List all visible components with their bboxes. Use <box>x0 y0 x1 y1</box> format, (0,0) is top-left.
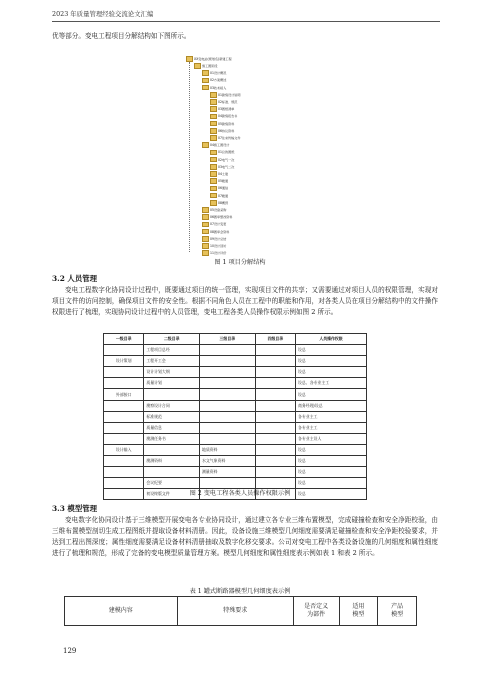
folder-icon <box>210 92 217 98</box>
tree-node <box>210 171 228 178</box>
tree-node-label: 05勘察资料 <box>218 121 235 126</box>
tree-node-label: 07往来传输文件 <box>218 136 241 140</box>
table-cell: 初设终版文件 <box>144 489 200 500</box>
folder-icon <box>202 236 209 242</box>
table-cell <box>200 411 256 422</box>
table-cell: 设总 <box>296 356 367 367</box>
table-cell: 勘测资料 <box>144 456 200 467</box>
folder-icon <box>194 63 201 69</box>
tree-root: XX变电站(规划名)新建工程 <box>186 56 232 63</box>
table-cell: 工程开工会 <box>144 356 200 367</box>
tree-node <box>202 142 229 149</box>
table-row <box>104 411 367 422</box>
table-cell <box>255 389 295 400</box>
table-row <box>104 389 367 400</box>
permissions-table <box>103 333 367 500</box>
tree-node-label: 02方案概述 <box>210 78 227 83</box>
tree-node <box>202 214 233 221</box>
table-cell <box>255 345 295 356</box>
section-3-3-title: 3.3 模型管理 <box>52 504 97 513</box>
table-cell <box>255 367 295 378</box>
tree-node-label: 施工图阶段 <box>202 64 218 68</box>
tree-node-label: 11设计评价 <box>210 251 227 256</box>
tree-node-label: 08概预 <box>218 200 229 205</box>
project-breakdown-tree <box>176 56 306 257</box>
tree-node-label: 03图纸清单 <box>218 107 235 112</box>
tree-node <box>210 106 234 113</box>
folder-icon <box>202 214 209 220</box>
folder-icon <box>210 164 217 170</box>
table-cell <box>255 456 295 467</box>
tree-node-label: 02标准、规范 <box>218 100 238 104</box>
folder-icon <box>202 70 209 76</box>
folder-icon <box>202 243 209 249</box>
tree-node-label: 04土建 <box>218 172 229 176</box>
table-cell <box>200 422 256 433</box>
tree-node-label: 06图审整改资料 <box>210 215 233 220</box>
tree-node-label: 01设计概况 <box>210 71 227 76</box>
table-row <box>104 400 367 411</box>
tree-node-label: 06通信 <box>218 186 229 191</box>
table-cell <box>200 389 256 400</box>
table-1 <box>64 596 417 626</box>
tree-node-label: 07暖通 <box>218 193 229 198</box>
folder-icon <box>202 250 209 256</box>
tree-node <box>210 113 237 120</box>
table-cell <box>200 378 256 389</box>
folder-icon <box>210 171 217 177</box>
folder-icon <box>210 114 217 120</box>
folder-icon <box>210 121 217 127</box>
folder-icon <box>210 150 217 156</box>
tree-node <box>202 221 226 228</box>
table-cell: 标准规范 <box>144 411 200 422</box>
table-cell <box>255 433 295 444</box>
table-header-cell: 三级目录 <box>200 334 256 345</box>
tree-node-label: 07设计变更 <box>210 222 227 227</box>
tree-node <box>210 128 234 135</box>
table-cell: 设总 <box>296 489 367 500</box>
table-cell <box>255 400 295 411</box>
table-cell: 各专业主工 <box>296 411 367 422</box>
running-header: 2023 年质量管理经验交流论文汇编 <box>52 10 154 18</box>
table-cell <box>255 467 295 478</box>
table-cell: 水文气象资料 <box>200 456 256 467</box>
table-row <box>104 356 367 367</box>
tree-node <box>210 178 228 185</box>
table-1-header-cell: 产品 模型 <box>378 597 417 626</box>
folder-icon <box>186 56 193 62</box>
table-cell <box>104 378 144 389</box>
table-row <box>104 367 367 378</box>
table-row <box>104 467 367 478</box>
figure-2-caption: 图 2 变电工程各类人员操作权限示例 <box>189 490 291 497</box>
intro-line: 优等部分。变电工程项目分解结构如下图所示。 <box>52 32 191 40</box>
table-cell: 设总 <box>296 367 367 378</box>
table-cell <box>255 378 295 389</box>
folder-icon <box>210 99 217 105</box>
table-cell <box>104 367 144 378</box>
table-cell: 勘测任务书 <box>144 433 200 444</box>
table-cell <box>200 400 256 411</box>
table-1-header-cell: 建模内容 <box>65 597 178 626</box>
tree-node-label: 03电气二次 <box>218 164 235 169</box>
table-cell <box>104 433 144 444</box>
folder-icon <box>210 200 217 206</box>
table-cell <box>200 356 256 367</box>
table-cell <box>255 356 295 367</box>
tree-node <box>202 229 229 236</box>
table-header-cell: 二级目录 <box>144 334 200 345</box>
tree-node-label: 04勘察报告书 <box>218 114 238 119</box>
table-cell: 商务经理/设总 <box>296 400 367 411</box>
table-cell <box>104 411 144 422</box>
table-row <box>104 345 367 356</box>
table-cell: 设总、各专业主工 <box>296 378 367 389</box>
table-header-cell: 四级目录 <box>255 334 295 345</box>
folder-icon <box>210 178 217 184</box>
table-header-cell: 人员操作权限 <box>296 334 367 345</box>
table-cell: 设总 <box>296 467 367 478</box>
figure-1-caption: 图 1 项目分解结构 <box>214 259 266 266</box>
table-cell <box>104 400 144 411</box>
tree-node-label: 01总的图纸 <box>218 150 235 155</box>
folder-icon <box>210 135 217 141</box>
tree-node-label: 09设计总结 <box>210 236 227 241</box>
table-row <box>104 422 367 433</box>
tree-node <box>202 207 226 214</box>
table-cell: 设计输入 <box>104 444 144 455</box>
table-1-caption: 表 1 罐式断路器模型几何细度表示例 <box>189 588 291 595</box>
tree-node <box>202 243 226 250</box>
tree-node-label: 08图审会资料 <box>210 229 230 234</box>
folder-icon <box>202 207 209 213</box>
tree-node-label: 03技术接入 <box>210 85 227 90</box>
tree-node <box>210 200 228 207</box>
table-cell <box>144 444 200 455</box>
table-cell: 设总 <box>296 444 367 455</box>
table-1-header-cell: 适用 模型 <box>339 597 378 626</box>
tree-node-label: 01勘察设计说明 <box>218 92 241 97</box>
table-cell: 设总 <box>296 456 367 467</box>
table-cell <box>104 422 144 433</box>
table-row <box>104 433 367 444</box>
table-cell: 设总 <box>296 345 367 356</box>
tree-node-label: 10设计回访 <box>210 244 227 248</box>
folder-icon <box>210 193 217 199</box>
table-cell <box>104 456 144 467</box>
table-cell <box>200 433 256 444</box>
tree-node <box>202 70 226 77</box>
table-1-header-row <box>65 597 417 626</box>
table-cell: 设总 <box>296 478 367 489</box>
tree-node <box>210 99 237 106</box>
tree-node <box>194 63 217 70</box>
table-cell <box>144 467 200 478</box>
tree-node <box>202 236 226 243</box>
folder-icon <box>202 222 209 228</box>
header-rule <box>52 21 440 22</box>
table-cell: 各专业主工 <box>296 422 367 433</box>
folder-icon <box>210 186 217 192</box>
table-cell <box>104 345 144 356</box>
table-header-cell: 一级目录 <box>104 334 144 345</box>
tree-node <box>210 193 228 200</box>
table-row <box>104 456 367 467</box>
tree-node-label: 05设备采购 <box>210 208 227 212</box>
tree-node <box>210 164 234 171</box>
table-cell: 各专业主设人 <box>296 433 367 444</box>
tree-node <box>202 77 226 84</box>
page-number: 129 <box>63 647 77 655</box>
table-header-row <box>104 334 367 345</box>
table-cell: 测量资料 <box>200 467 256 478</box>
tree-node <box>210 157 234 164</box>
tree-node-label: 06协议资料 <box>218 128 235 133</box>
table-row <box>104 378 367 389</box>
folder-icon <box>210 106 217 112</box>
section-3-2-title: 3.2 人员管理 <box>52 274 97 283</box>
folder-icon <box>202 142 209 148</box>
folder-icon <box>210 128 217 134</box>
tree-node <box>210 185 228 192</box>
section-3-2-paragraph: 变电工程数字化协同设计过程中，既要通过项目的统一管理，实现项目文件的共享；又需要通过对项目人员的权限管理，实现对项目文件的访问控制，确保项目文件的安全性。根据不同角色人员在工程中的职能和作用，对各类人员在项目分解结构中的文件操作权限进行了梳理，实现协同设计过程中的人员管理，变电工程各类人员操作权限示例如图 2 所示。 <box>52 286 438 316</box>
table-1-header-cell: 特殊要求 <box>177 597 293 626</box>
tree-node <box>210 135 241 142</box>
table-cell: 设计计划大纲 <box>144 367 200 378</box>
folder-icon <box>202 229 209 235</box>
tree-connector-line <box>189 62 190 252</box>
table-cell: 设总 <box>296 389 367 400</box>
table-cell <box>144 389 200 400</box>
tree-node-label: 05暖通 <box>218 179 229 184</box>
tree-node <box>210 92 241 99</box>
section-3-3-paragraph: 变电数字化协同设计基于三维模型开展变电各专业协同设计，通过建立各专业三维布置模型，完成碰撞检查和安全净距校验，由三维布置模型剖切生成工程图纸并提取设备材料清册。因此，设备设施三维模型几何细度需要满足碰撞检查和安全净距校验要求，并达到工程出图深度；属性细度需要满足设备材料清册抽取及数字化移交要求。公司对变电工程中各类设备设施的几何细度和属性细度进行了梳理和规范，形成了完备的变电模型质量管理方案。模型几何细度和属性细度表示例如表 1 和表 2 所示。 <box>52 516 438 557</box>
tree-node-label: 04施工图设计 <box>210 143 230 148</box>
table-cell <box>255 422 295 433</box>
folder-icon <box>202 85 209 91</box>
table-cell <box>255 411 295 422</box>
table-cell <box>255 444 295 455</box>
table-cell <box>200 345 256 356</box>
tree-node <box>210 121 234 128</box>
tree-node <box>202 85 226 92</box>
folder-icon <box>202 78 209 84</box>
table-cell: 设计策划 <box>104 356 144 367</box>
table-cell: 质量计划 <box>144 378 200 389</box>
table-1-header-cell: 是否定义 为部件 <box>293 597 339 626</box>
table-cell: 质量信息 <box>144 422 200 433</box>
tree-node <box>210 149 234 156</box>
table-cell: 工程项目总经 <box>144 345 200 356</box>
table-cell <box>104 467 144 478</box>
table-cell: 勘察设计合同 <box>144 400 200 411</box>
table-cell: 会议纪要 <box>144 478 200 489</box>
folder-icon <box>210 157 217 163</box>
tree-node-label: 02电气一次 <box>218 157 235 162</box>
table-cell: 外部接口 <box>104 389 144 400</box>
table-row <box>104 444 367 455</box>
table-cell: 地质资料 <box>200 444 256 455</box>
table-cell <box>200 367 256 378</box>
